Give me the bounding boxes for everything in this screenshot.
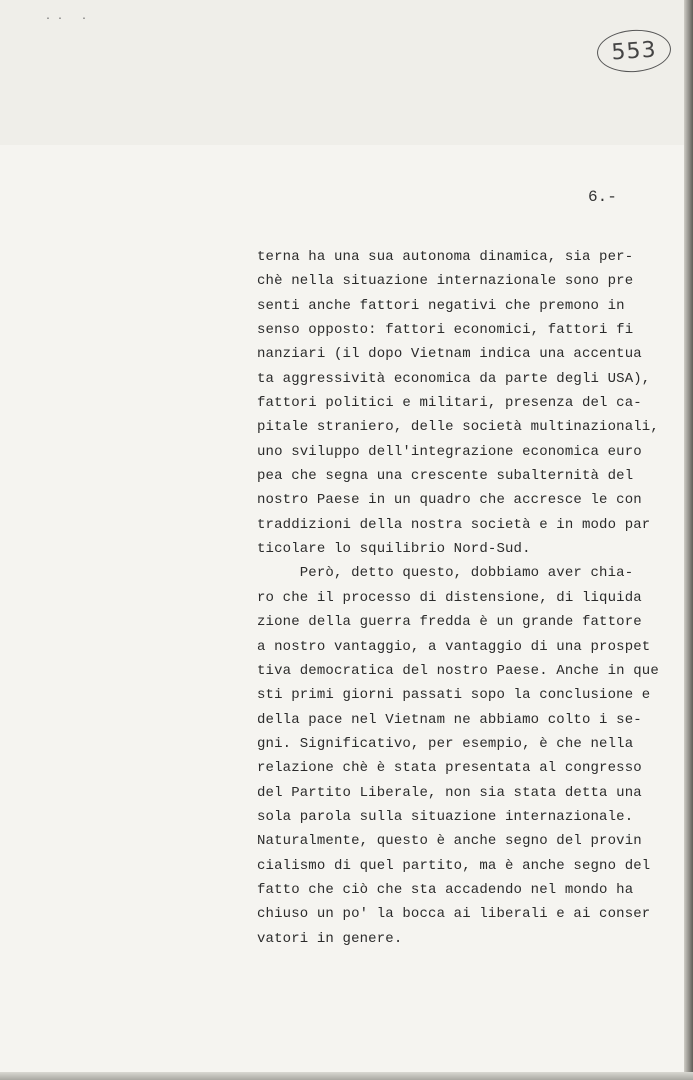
text-line: del Partito Liberale, non sia stata detta una [257,784,642,801]
typewritten-text [257,245,677,951]
archive-stamp-number: 553 [596,27,673,74]
text-line: relazione chè è stata presentata al congresso [257,760,642,777]
text-line: uno sviluppo dell'integrazione economica euro [257,443,642,460]
text-line: della pace nel Vietnam ne abbiamo colto i se- [257,711,642,728]
scan-specks: · · · [45,14,88,25]
back-sheet [0,0,693,146]
text-line: chè nella situazione internazionale sono pre [257,273,634,290]
text-line: ticolare lo squilibrio Nord-Sud. [257,541,531,558]
text-line: traddizioni della nostra società e in modo par [257,516,651,533]
text-line: tiva democratica del nostro Paese. Anche in que [257,662,659,679]
text-line: fattori politici e militari, presenza del ca- [257,395,642,412]
text-line: ta aggressività economica da parte degli USA), [257,370,651,387]
text-line: gni. Significativo, per esempio, è che nella [257,735,634,752]
page-right-edge [684,0,693,1080]
text-line: fatto che ciò che sta accadendo nel mondo ha [257,881,634,898]
text-line: senti anche fattori negativi che premono in [257,297,625,314]
text-line: terna ha una sua autonoma dinamica, sia per- [257,249,634,265]
text-line: chiuso un po' la bocca ai liberali e ai conser [257,906,651,923]
text-line: pitale straniero, delle società multinazionali, [257,419,659,436]
text-line: ro che il processo di distensione, di liquida [257,589,642,606]
text-line: nanziari (il dopo Vietnam indica una accentua [257,346,642,363]
text-line: a nostro vantaggio, a vantaggio di una prospet [257,638,651,655]
text-line: Naturalmente, questo è anche segno del provin [257,833,642,850]
page-bottom-edge [0,1072,693,1080]
text-line: pea che segna una crescente subalternità del [257,468,634,485]
text-line: sti primi giorni passati sopo la conclusione e [257,687,651,704]
text-line: zione della guerra fredda è un grande fattore [257,614,642,631]
page-number: 6.- [588,188,617,206]
text-line: vatori in genere. [257,930,403,947]
text-line: cialismo di quel partito, ma è anche segno del [257,857,651,874]
text-line: sola parola sulla situazione internazionale. [257,808,634,825]
text-line: senso opposto: fattori economici, fattori fi [257,322,634,339]
text-line: Però, detto questo, dobbiamo aver chia- [257,565,634,582]
text-line: nostro Paese in un quadro che accresce le con [257,492,642,509]
